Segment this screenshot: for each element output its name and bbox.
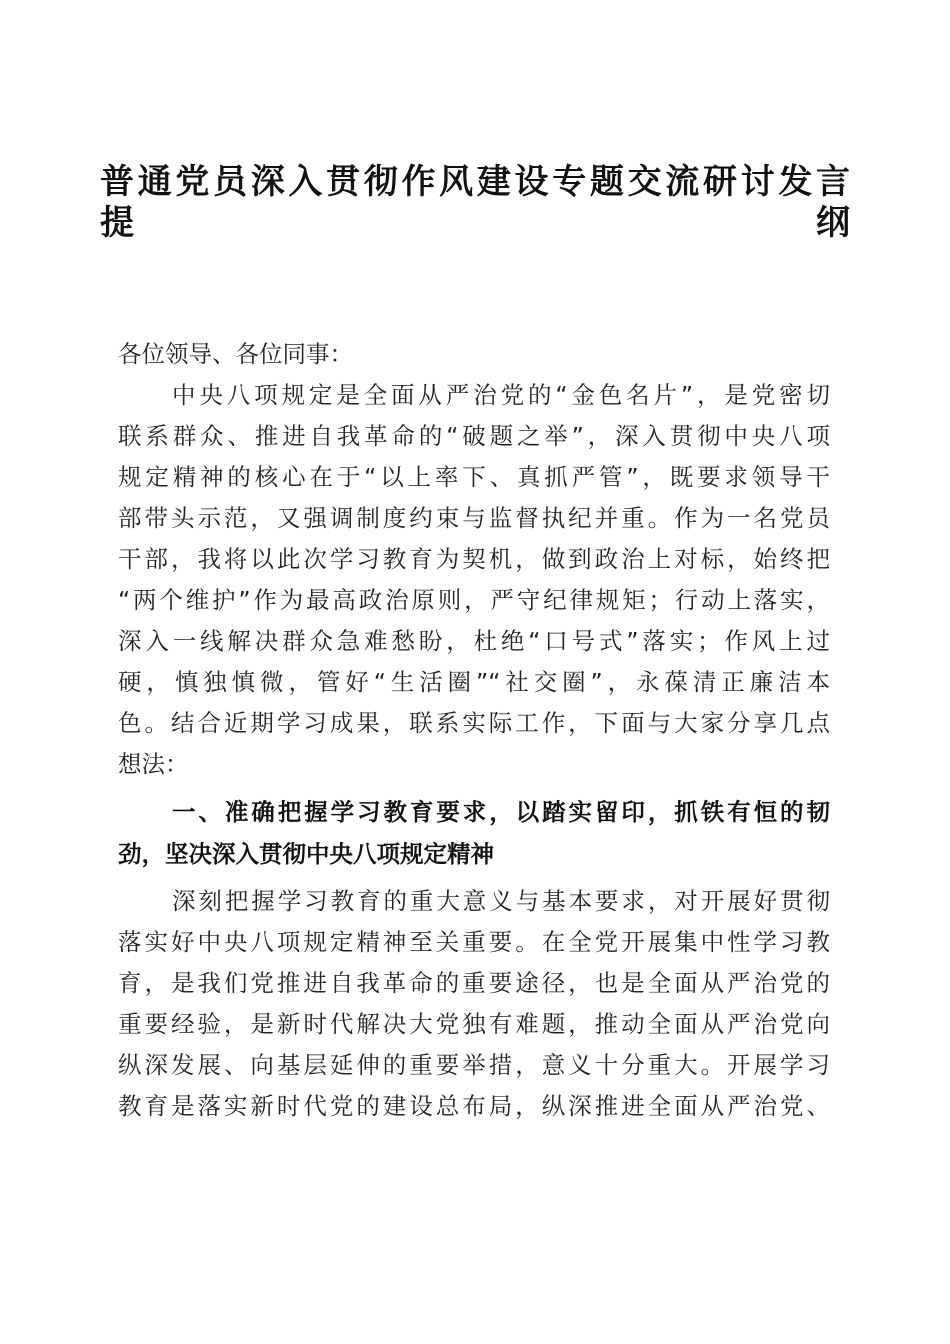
paragraph-line: 色。结合近期学习成果，联系实际工作，下面与大家分享几点: [118, 709, 830, 737]
salutation: 各位领导、各位同事：: [118, 340, 353, 368]
document-title: [100, 162, 850, 244]
paragraph-line: “两个维护”作为最高政治原则，严守纪律规矩；行动上落实，: [118, 586, 830, 614]
paragraph-intro: [118, 375, 830, 785]
paragraph-line: 中央八项规定是全面从严治党的“金色名片”，是党密切: [172, 381, 830, 409]
paragraph-line: 重要经验，是新时代解决大党独有难题，推动全面从严治党向: [118, 1010, 830, 1038]
heading-line: 劲，坚决深入贯彻中央八项规定精神: [118, 840, 494, 868]
title-line-2: 提纲: [100, 203, 850, 243]
paragraph-line: 育，是我们党推进自我革命的重要途径，也是全面从严治党的: [118, 969, 830, 997]
title-line-1: 普通党员深入贯彻作风建设专题交流研讨发言: [100, 162, 850, 202]
paragraph-line: 深刻把握学习教育的重大意义与基本要求，对开展好贯彻: [172, 887, 830, 915]
paragraph-line: 硬，慎独慎微，管好“生活圈”“社交圈”，永葆清正廉洁本: [118, 668, 830, 696]
paragraph-line: 深入一线解决群众急难愁盼，杜绝“口号式”落实；作风上过: [118, 627, 830, 655]
paragraph-line: 联系群众、推进自我革命的“破题之举”，深入贯彻中央八项: [118, 422, 830, 450]
paragraph-line: 纵深发展、向基层延伸的重要举措，意义十分重大。开展学习: [118, 1051, 830, 1079]
paragraph-line: 教育是落实新时代党的建设总布局，纵深推进全面从严治党、: [118, 1092, 830, 1120]
section-heading-1: [118, 791, 830, 875]
heading-line: 一、准确把握学习教育要求，以踏实留印，抓铁有恒的韧: [172, 798, 830, 826]
document-body: [118, 334, 830, 1127]
paragraph-line: 干部，我将以此次学习教育为契机，做到政治上对标，始终把: [118, 545, 830, 573]
paragraph-line: 部带头示范，又强调制度约束与监督执纪并重。作为一名党员: [118, 504, 830, 532]
paragraph-line: 落实好中央八项规定精神至关重要。在全党开展集中性学习教: [118, 928, 830, 956]
paragraph-line: 想法：: [118, 750, 189, 778]
paragraph-section-1: [118, 881, 830, 1127]
paragraph-line: 规定精神的核心在于“以上率下、真抓严管”，既要求领导干: [118, 463, 830, 491]
